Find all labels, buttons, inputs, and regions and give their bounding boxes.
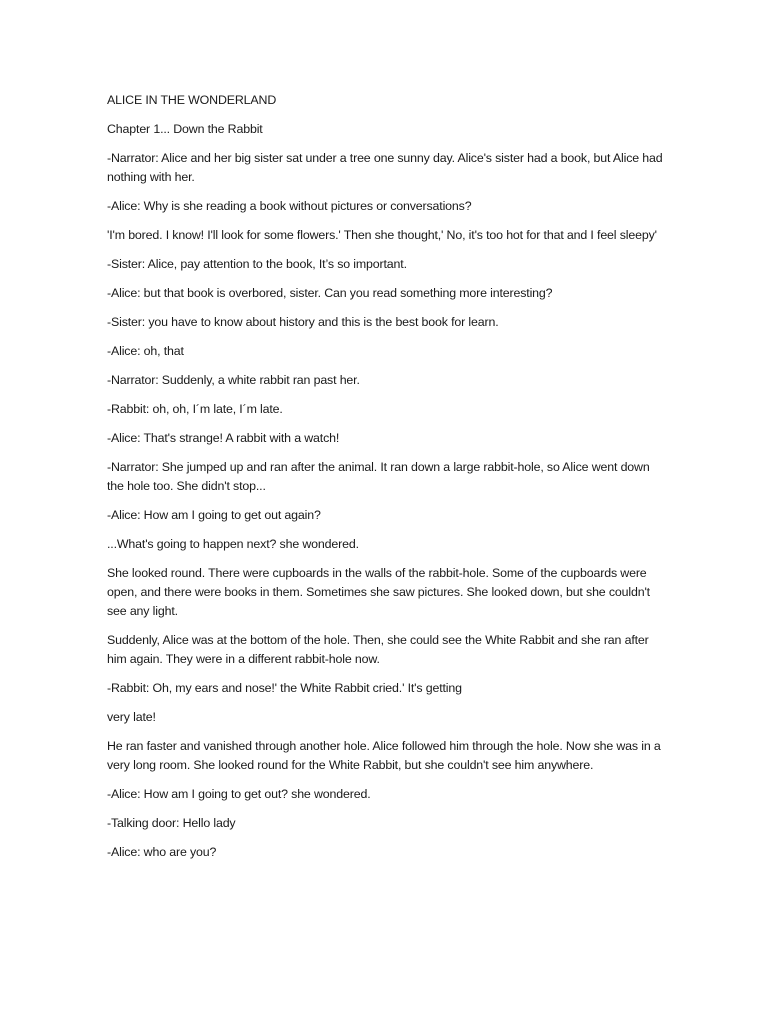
paragraph: -Sister: Alice, pay attention to the book, It’s so important. xyxy=(107,257,407,271)
paragraph: -Talking door: Hello lady xyxy=(107,816,236,830)
paragraph: -Narrator: Suddenly, a white rabbit ran past her. xyxy=(107,373,360,387)
paragraph: -Alice: but that book is overbored, sister. Can you read something more interesting? xyxy=(107,286,553,300)
document-body xyxy=(107,91,667,872)
paragraph: -Narrator: She jumped up and ran after the animal. It ran down a large rabbit-hole, so Alice went down the hole too. She didn't stop... xyxy=(107,460,650,493)
paragraph: -Alice: How am I going to get out? she wondered. xyxy=(107,787,371,801)
paragraph: He ran faster and vanished through another hole. Alice followed him through the hole. Now she was in a very long room. She looked round for the White Rabbit, but she couldn't see him anywhere. xyxy=(107,739,661,772)
paragraph: -Rabbit: Oh, my ears and nose!' the White Rabbit cried.' It's getting xyxy=(107,681,462,695)
paragraph: Suddenly, Alice was at the bottom of the hole. Then, she could see the White Rabbit and she ran after him again. They were in a different rabbit-hole now. xyxy=(107,633,649,666)
paragraph: -Alice: Why is she reading a book without pictures or conversations? xyxy=(107,199,472,213)
paragraph: -Alice: How am I going to get out again? xyxy=(107,508,321,522)
paragraph: -Alice: That's strange! A rabbit with a watch! xyxy=(107,431,340,445)
document-title: ALICE IN THE WONDERLAND xyxy=(107,93,277,107)
paragraph: ...What's going to happen next? she wondered. xyxy=(107,537,359,551)
paragraph: -Rabbit: oh, oh, I´m late, I´m late. xyxy=(107,402,283,416)
paragraph: -Sister: you have to know about history and this is the best book for learn. xyxy=(107,315,499,329)
chapter-heading: Chapter 1... Down the Rabbit xyxy=(107,122,263,136)
paragraph: very late! xyxy=(107,710,156,724)
paragraph: She looked round. There were cupboards in the walls of the rabbit-hole. Some of the cupboards were open, and there were books in them. Sometimes she saw pictures. She looked down, but she couldn't see any light. xyxy=(107,566,650,618)
paragraph: -Alice: who are you? xyxy=(107,845,217,859)
paragraph: 'I'm bored. I know! I'll look for some flowers.' Then she thought,' No, it's too hot for that and I feel sleepy' xyxy=(107,228,657,242)
paragraph: -Alice: oh, that xyxy=(107,344,184,358)
paragraph: -Narrator: Alice and her big sister sat under a tree one sunny day. Alice's sister had a book, but Alice had nothing with her. xyxy=(107,151,663,184)
